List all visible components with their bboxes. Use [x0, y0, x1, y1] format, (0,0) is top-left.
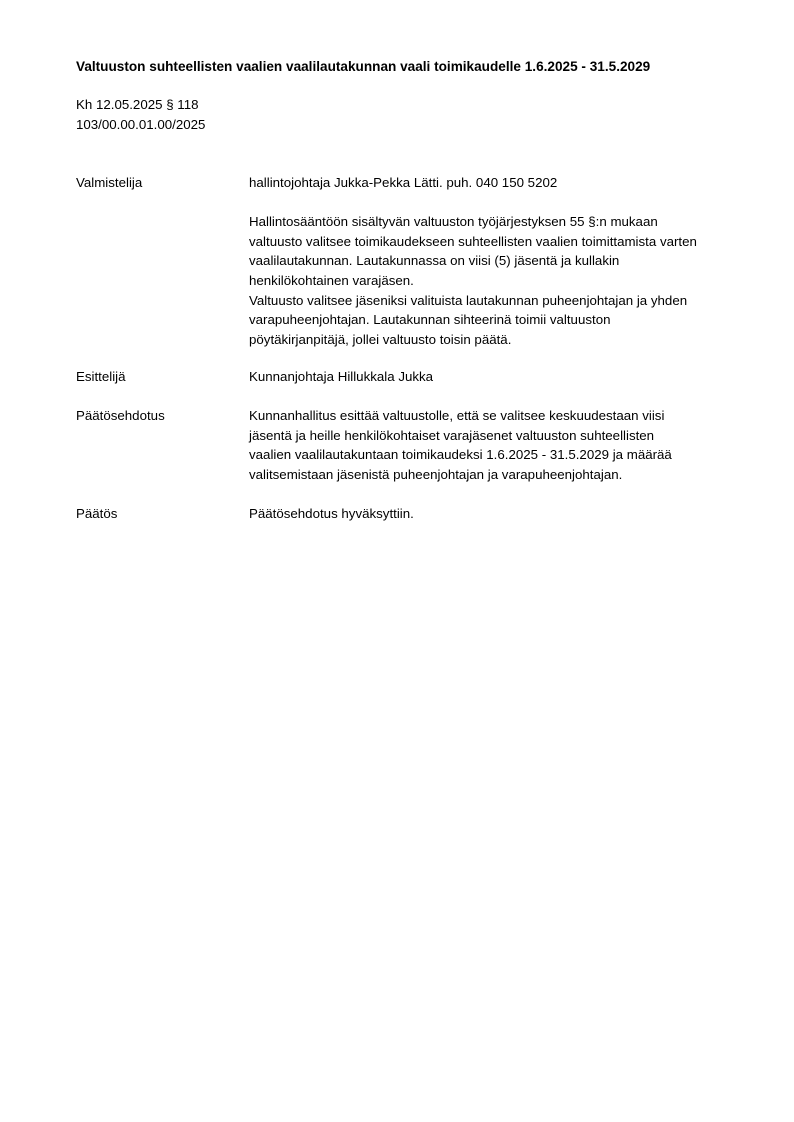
presenter-line: Kunnanjohtaja Hillukkala Jukka	[249, 369, 434, 384]
text-line: vaalilautakunnan. Lautakunnassa on viisi (5) jäsentä ja kullakin	[249, 253, 620, 269]
section-label-paatos: Päätös	[76, 506, 118, 521]
document-title: Valtuuston suhteellisten vaalien vaalilautakunnan vaali toimikaudelle 1.6.2025 - 31.5.2029	[76, 59, 651, 74]
paragraph-chair	[249, 291, 749, 350]
text-line: varapuheenjohtajan. Lautakunnan sihteerinä toimii valtuuston	[249, 312, 611, 328]
section-label-esittelija: Esittelijä	[76, 369, 126, 384]
preparer-line: hallintojohtaja Jukka-Pekka Lätti. puh. 040 150 5202	[249, 175, 558, 190]
decision-line: Päätösehdotus hyväksyttiin.	[249, 506, 414, 521]
text-line: Kunnanhallitus esittää valtuustolle, että se valitsee keskuudestaan viisi	[249, 408, 665, 423]
text-line: pöytäkirjanpitäjä, jollei valtuusto toisin päätä.	[249, 331, 512, 347]
section-content-valmistelija	[249, 173, 749, 349]
section-content-paatos	[249, 504, 749, 524]
text-line: valitsemistaan jäsenistä puheenjohtajan ja varapuheenjohtajan.	[249, 466, 623, 482]
text-line: Hallintosääntöön sisältyvän valtuuston työjärjestyksen 55 §:n mukaan	[249, 214, 658, 230]
section-label-paatosehdotus: Päätösehdotus	[76, 408, 165, 423]
text-line: Valtuusto valitsee jäseniksi valituista lautakunnan puheenjohtajan ja yhden	[249, 292, 688, 308]
document-meta	[76, 95, 476, 134]
text-line: valtuusto valitsee toimikaudekseen suhteellisten vaalien toimittamista varten	[249, 233, 697, 249]
text-line: jäsentä ja heille henkilökohtaiset varajäsenet valtuuston suhteellisten	[249, 427, 655, 443]
case-number: 103/00.00.01.00/2025	[76, 116, 206, 132]
meeting-reference: Kh 12.05.2025 § 118	[76, 97, 199, 112]
section-content-paatosehdotus	[249, 406, 749, 484]
paragraph-rules	[249, 212, 749, 290]
text-line: henkilökohtainen varajäsen.	[249, 272, 414, 288]
text-line: vaalien vaalilautakuntaan toimikaudeksi 1.6.2025 - 31.5.2029 ja määrää	[249, 447, 672, 463]
section-content-esittelija	[249, 367, 749, 387]
section-label-valmistelija: Valmistelija	[76, 175, 143, 190]
